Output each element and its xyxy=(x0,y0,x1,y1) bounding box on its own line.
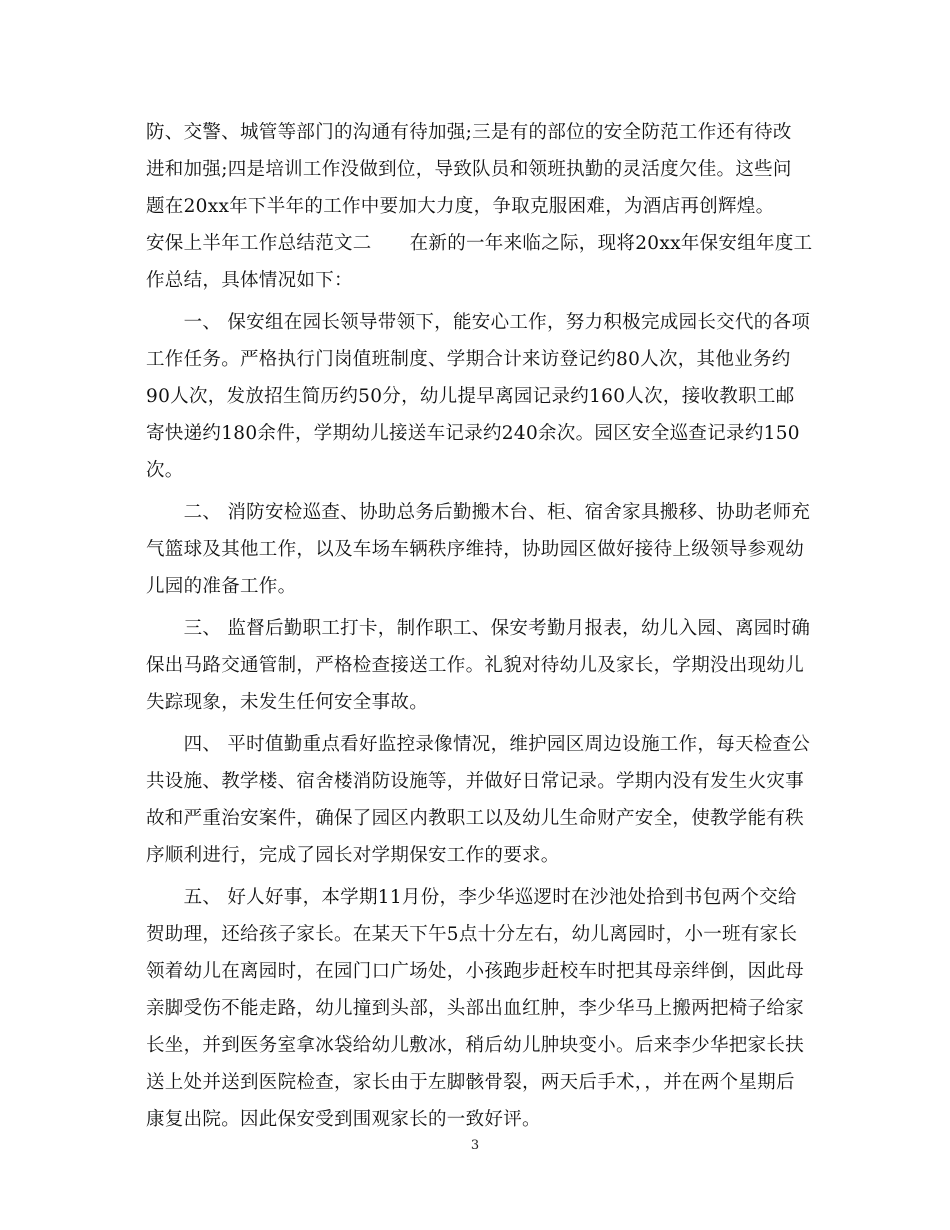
text-line: 序顺利进行，完成了园长对学期保安工作的要求。 xyxy=(146,845,560,866)
text-line: 共设施、教学楼、宿舍楼消防设施等，并做好日常记录。学期内没有发生火灾事 xyxy=(146,771,805,792)
text-line: 保出马路交通管制，严格检查接送工作。礼貌对待幼儿及家长，学期没出现幼儿 xyxy=(146,655,805,676)
paragraph-4 xyxy=(146,726,810,874)
page-number: 3 xyxy=(470,1138,480,1153)
text-line: 二、 消防安检巡查、协助总务后勤搬木台、柜、宿舍家具搬移、协助老师充 xyxy=(146,502,811,523)
section-heading-line xyxy=(146,225,813,262)
text-line: 三、 监督后勤职工打卡，制作职工、保安考勤月报表，幼儿入园、离园时确 xyxy=(146,618,811,639)
text-line: 领着幼儿在离园时，在园门口广场处，小孩跑步赶校车时把其母亲绊倒，因此母 xyxy=(146,961,805,982)
text-line: 进和加强;四是培训工作没做到位，导致队员和领班执勤的灵活度欠佳。这些问 xyxy=(146,159,792,180)
text-line: 儿园的准备工作。 xyxy=(146,576,297,597)
text-line: 康复出院。因此保安受到围观家长的一致好评。 xyxy=(146,1109,541,1130)
paragraph-2 xyxy=(146,494,810,605)
text-line: 气篮球及其他工作，以及车场车辆秩序维持，协助园区做好接待上级领导参观幼 xyxy=(146,539,805,560)
text-line: 防、交警、城管等部门的沟通有待加强;三是有的部位的安全防范工作还有待改 xyxy=(146,122,792,143)
text-line: 题在20xx年下半年的工作中要加大力度，争取克服困难，为酒店再创辉煌。 xyxy=(146,196,775,217)
text-line: 寄快递约180余件，学期幼儿接送车记录约240余次。园区安全巡查记录约150 xyxy=(146,423,800,444)
text-line: 90人次，发放招生简历约50分，幼儿提早离园记录约160人次，接收教职工邮 xyxy=(146,386,795,407)
paragraph-3 xyxy=(146,610,810,721)
text-line: 故和严重治安案件，确保了园区内教职工以及幼儿生命财产安全，使教学能有秩 xyxy=(146,808,805,829)
text-line: 一、 保安组在园长领导带领下，能安心工作，努力积极完成园长交代的各项 xyxy=(146,312,811,333)
text-line: 工作任务。严格执行门岗值班制度、学期合计来访登记约80人次，其他业务约 xyxy=(146,349,791,370)
text-line: 作总结，具体情况如下： xyxy=(146,270,353,291)
paragraph-5 xyxy=(146,879,810,1138)
text-line: 送上处并送到医院检查，家长由于左脚骸骨裂，两天后手术，，并在两个星期后 xyxy=(146,1072,795,1093)
text-line: 四、 平时值勤重点看好监控录像情况，维护园区周边设施工作，每天检查公 xyxy=(146,734,811,755)
paragraph-1 xyxy=(146,304,810,489)
document-body xyxy=(146,114,813,1138)
text-line: 亲脚受伤不能走路，幼儿撞到头部，头部出血红肿，李少华马上搬两把椅子给家 xyxy=(146,998,805,1019)
text-line: 失踪现象，未发生任何安全事故。 xyxy=(146,692,429,713)
text-line: 次。 xyxy=(146,460,184,481)
text-line: 长坐，并到医务室拿冰袋给幼儿敷冰，稍后幼儿肿块变小。后来李少华把家长扶 xyxy=(146,1035,805,1056)
section-title: 安保上半年工作总结范文二 xyxy=(146,233,372,254)
text-line: 贺助理，还给孩子家长。在某天下午5点十分左右，幼儿离园时，小一班有家长 xyxy=(146,924,798,945)
text-line: 五、 好人好事，本学期11月份，李少华巡逻时在沙池处拾到书包两个交给 xyxy=(146,887,797,908)
section-intro: 在新的一年来临之际，现将20xx年保安组年度工 xyxy=(409,233,813,254)
